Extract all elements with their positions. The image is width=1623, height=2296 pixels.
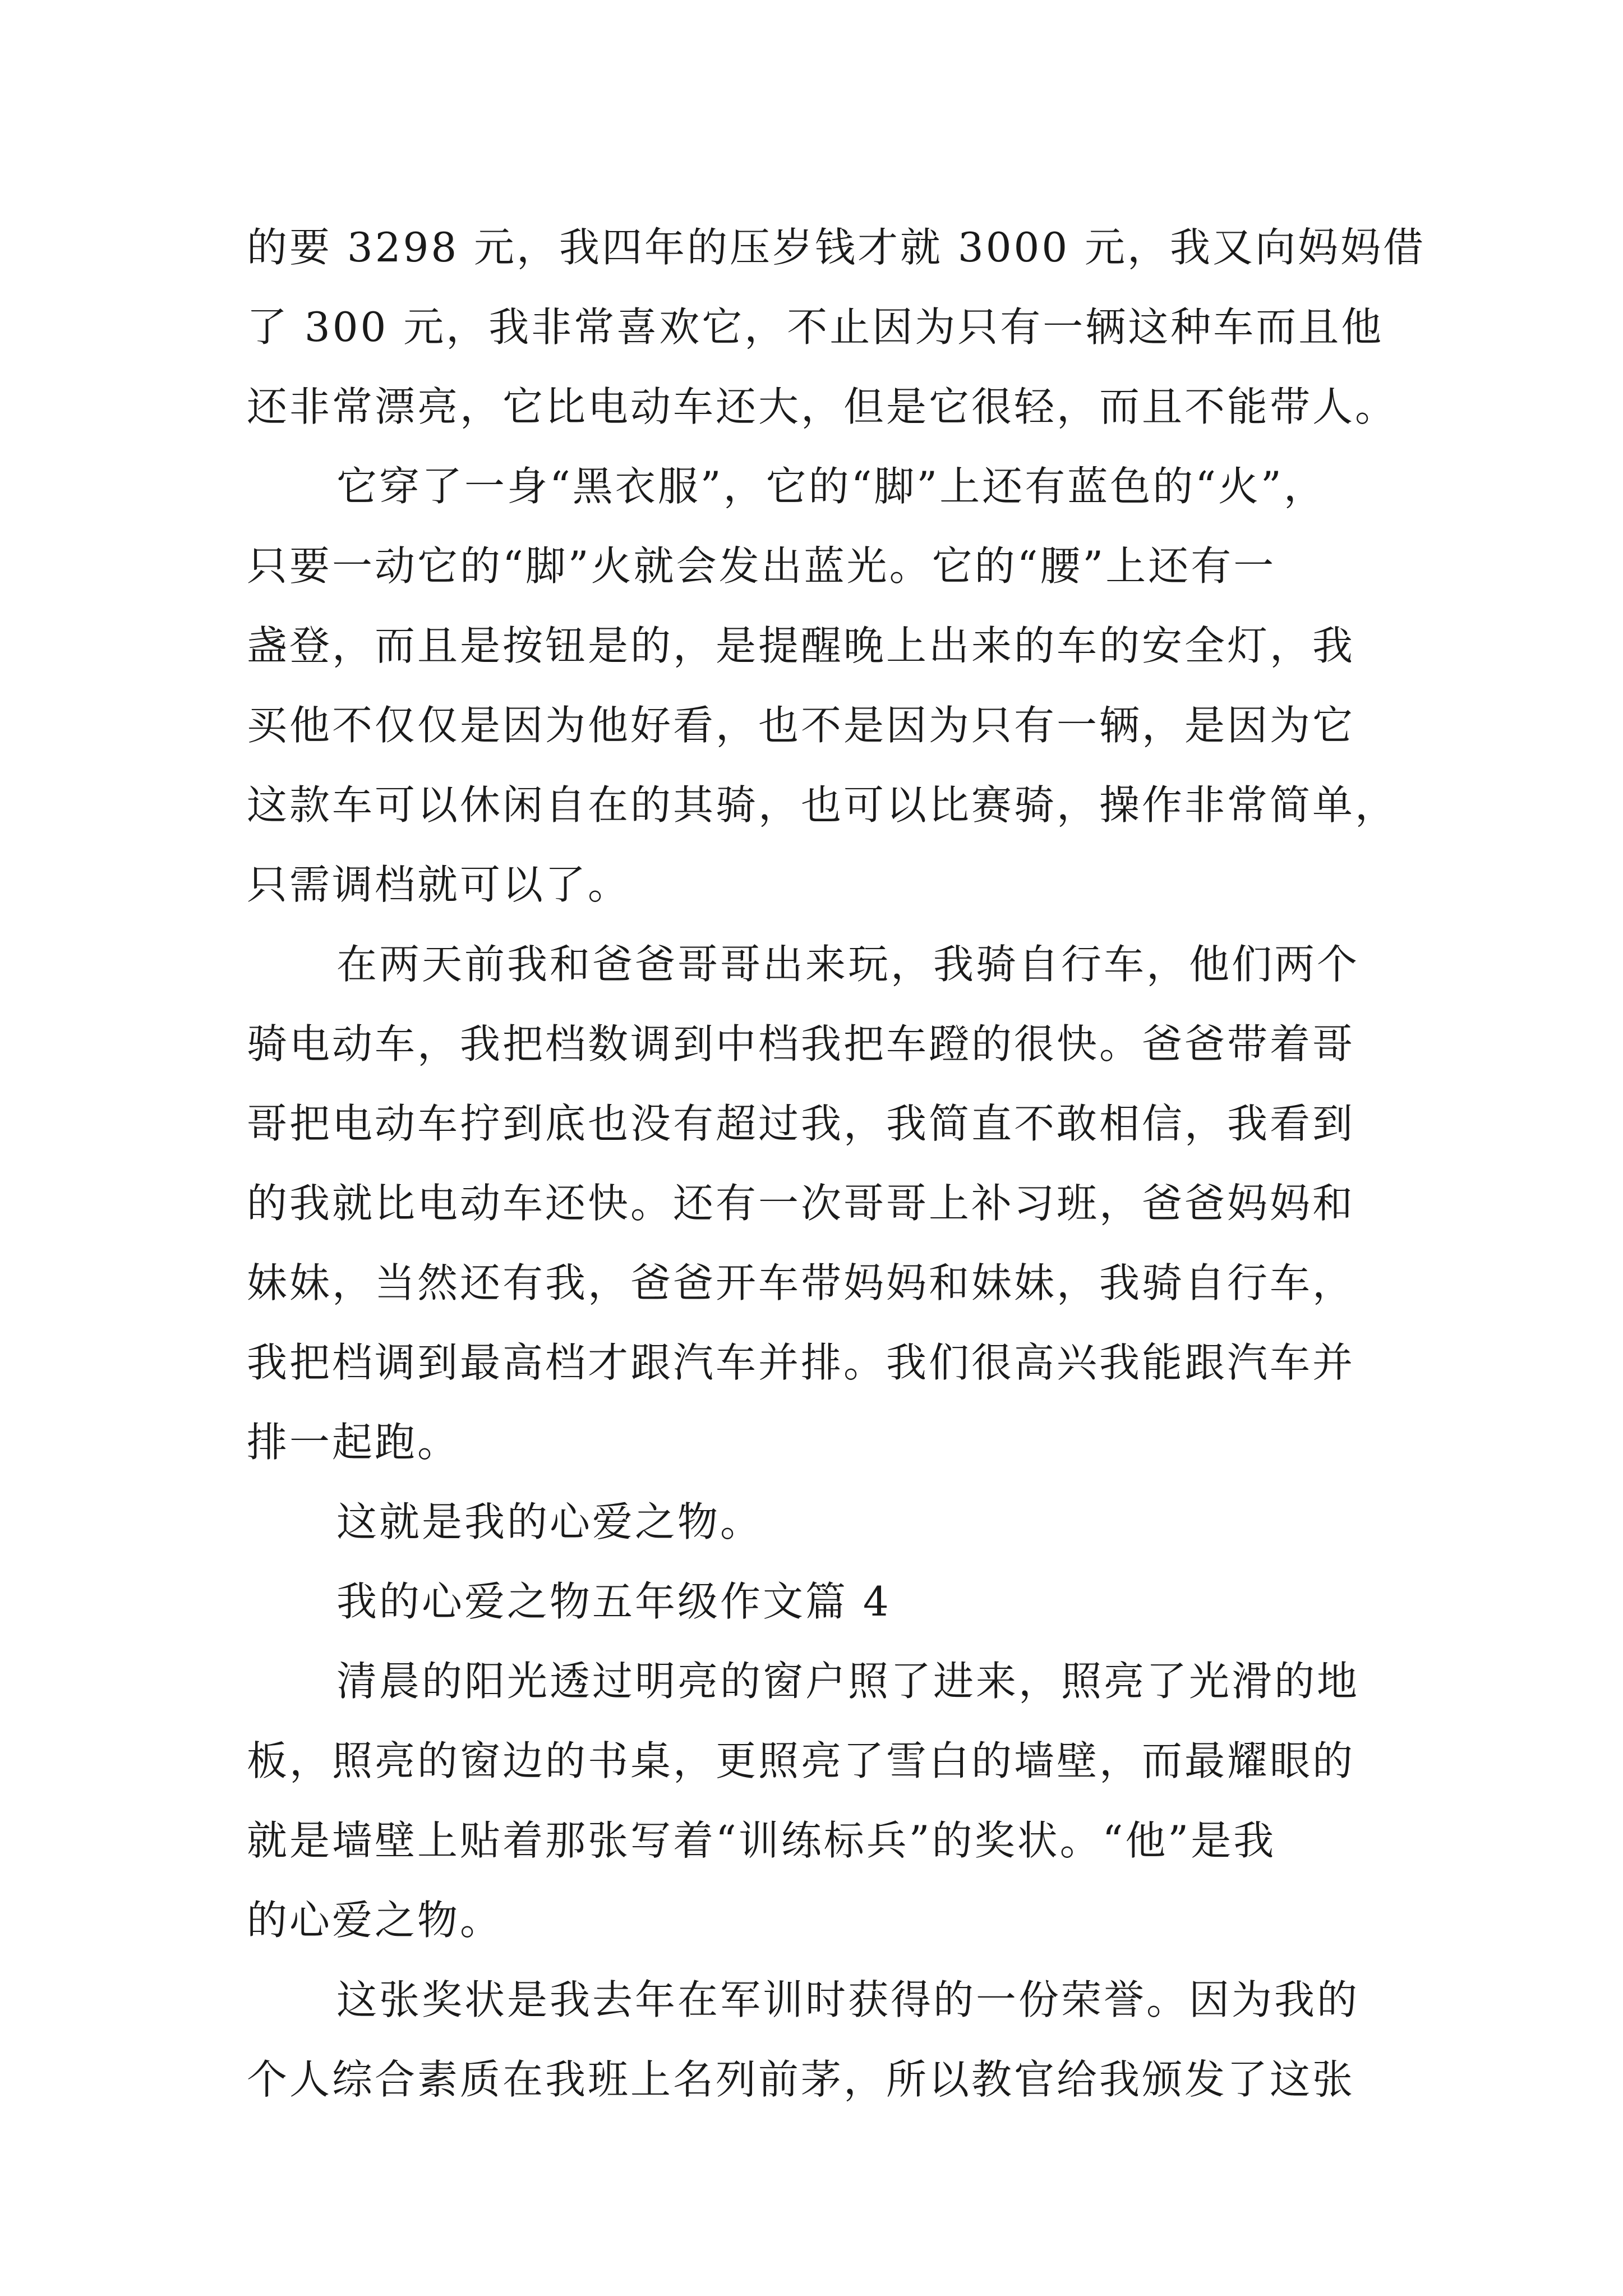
text-line: 这就是我的心爱之物。 (336, 1498, 763, 1545)
text-line: 的要 3298 元，我四年的压岁钱才就 3000 元，我又向妈妈借 (247, 224, 1426, 271)
text-line: 的心爱之物。 (247, 1897, 503, 1944)
text-line: 骑电动车，我把档数调到中档我把车蹬的很快。爸爸带着哥 (247, 1020, 1355, 1068)
text-line: 只需调档就可以了。 (247, 861, 631, 908)
text-line: 我把档调到最高档才跟汽车并排。我们很高兴我能跟汽车并 (247, 1339, 1355, 1386)
text-line: 就是墙壁上贴着那张写着“训练标兵”的奖状。“他”是我 (247, 1817, 1276, 1864)
text-line: 哥把电动车拧到底也没有超过我，我简直不敢相信，我看到 (247, 1100, 1355, 1147)
text-line: 还非常漂亮，它比电动车还大，但是它很轻，而且不能带人。 (247, 383, 1398, 430)
text-line: 这张奖状是我去年在军训时获得的一份荣誉。因为我的 (336, 1976, 1360, 2023)
text-line: 在两天前我和爸爸哥哥出来玩，我骑自行车，他们两个 (336, 941, 1360, 988)
text-line: 盏登，而且是按钮是的，是提醒晚上出来的车的安全灯，我 (247, 622, 1355, 669)
text-line: 买他不仅仅是因为他好看，也不是因为只有一辆，是因为它 (247, 702, 1355, 749)
text-line: 这款车可以休闲自在的其骑，也可以比赛骑，操作非常简单， (247, 781, 1398, 829)
text-line: 清晨的阳光透过明亮的窗户照了进来，照亮了光滑的地 (336, 1658, 1360, 1705)
text-line: 它穿了一身“黑衣服”，它的“脚”上还有蓝色的“火”， (336, 463, 1326, 510)
text-line: 个人综合素质在我班上名列前茅，所以教官给我颁发了这张 (247, 2056, 1355, 2103)
text-line: 妹妹，当然还有我，爸爸开车带妈妈和妹妹，我骑自行车， (247, 1259, 1355, 1306)
text-line: 了 300 元，我非常喜欢它，不止因为只有一辆这种车而且他 (247, 303, 1384, 351)
text-line: 板，照亮的窗边的书桌，更照亮了雪白的墙壁，而最耀眼的 (247, 1737, 1355, 1784)
text-line: 只要一动它的“脚”火就会发出蓝光。它的“腰”上还有一 (247, 542, 1276, 590)
text-line: 的我就比电动车还快。还有一次哥哥上补习班，爸爸妈妈和 (247, 1180, 1355, 1227)
text-line: 我的心爱之物五年级作文篇 4 (336, 1578, 891, 1625)
text-line: 排一起跑。 (247, 1419, 460, 1466)
document-body (247, 208, 1426, 2119)
